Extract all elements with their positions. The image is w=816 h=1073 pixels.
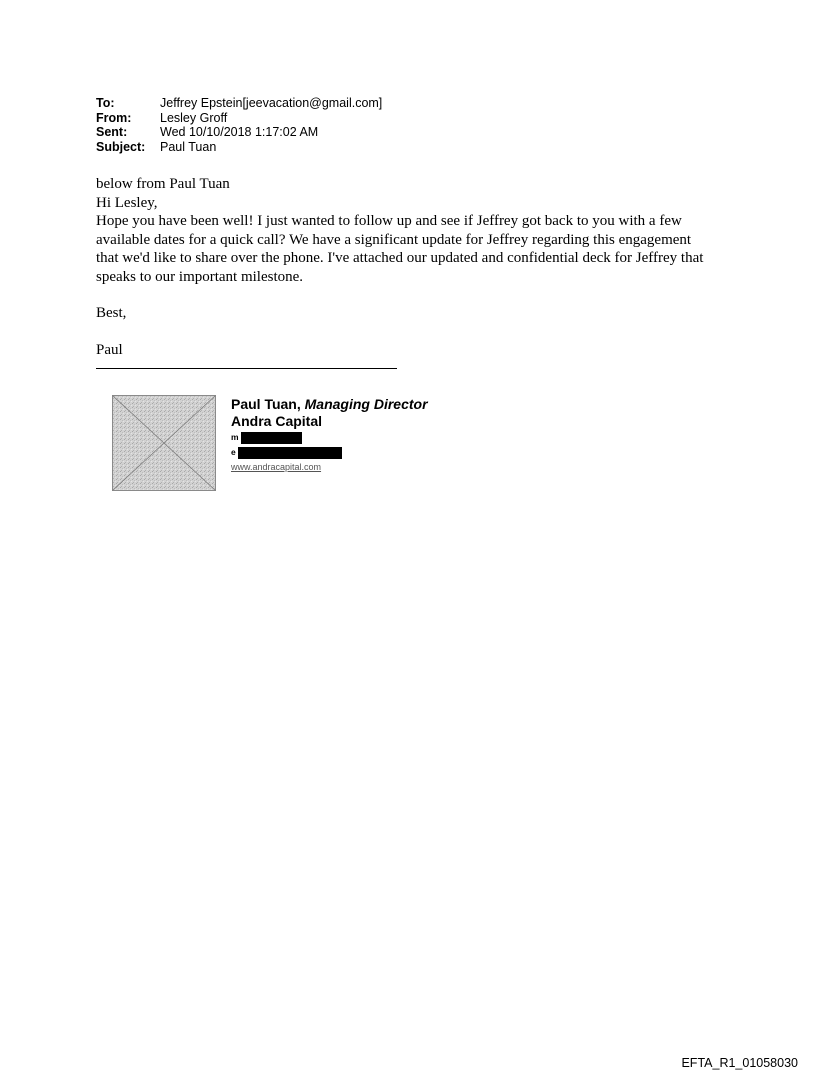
to-label: To: <box>96 96 115 110</box>
signature-card <box>231 396 428 473</box>
closing: Best, <box>96 305 127 321</box>
signature-name: Paul Tuan, <box>231 396 301 412</box>
email-row <box>231 446 428 459</box>
email-header <box>96 96 382 154</box>
from-row <box>96 111 382 126</box>
broken-image-icon <box>112 395 216 491</box>
from-value: Lesley Groff <box>160 110 228 125</box>
signature-name-line <box>231 396 428 413</box>
to-row <box>96 96 382 111</box>
message-paragraph: Hope you have been well! I just wanted to follow up and see if Jeffrey got back to you with a few available dates for a quick call? We have a significant update for Jeffrey regarding this engagement that we'd like to share over the phone. I've attached our updated and confidential deck for Jeffrey that speaks to our important milestone. <box>96 213 704 285</box>
signature-title: Managing Director <box>304 396 428 412</box>
signature-divider <box>96 368 397 369</box>
redacted-phone <box>241 432 302 444</box>
redacted-email <box>238 447 342 459</box>
mobile-row <box>231 431 428 444</box>
email-label: e <box>231 447 236 457</box>
subject-row <box>96 140 382 155</box>
website-link[interactable]: www.andracapital.com <box>231 462 322 472</box>
forward-note: below from Paul Tuan <box>96 176 230 192</box>
email-body <box>96 175 706 359</box>
document-id: EFTA_R1_01058030 <box>681 1056 798 1070</box>
sender-name: Paul <box>96 341 123 358</box>
subject-value: Paul Tuan <box>160 139 217 154</box>
to-value: Jeffrey Epstein[jeevacation@gmail.com] <box>160 96 383 110</box>
sent-row <box>96 125 382 140</box>
signature-company: Andra Capital <box>231 412 323 429</box>
greeting: Hi Lesley, <box>96 194 158 211</box>
subject-label: Subject: <box>96 139 146 154</box>
from-label: From: <box>96 110 132 125</box>
mobile-label: m <box>231 432 239 442</box>
sent-label: Sent: <box>96 125 128 139</box>
sent-value: Wed 10/10/2018 1:17:02 AM <box>160 125 319 139</box>
